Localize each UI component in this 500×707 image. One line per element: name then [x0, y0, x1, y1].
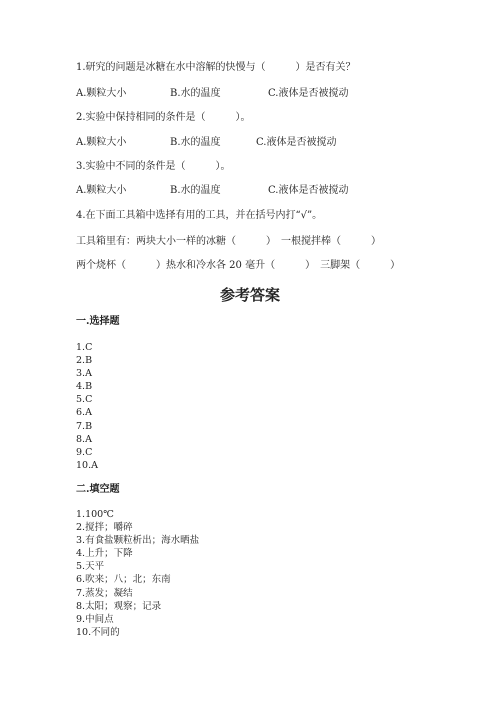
question-2-option-a: A.颗粒大小 — [76, 137, 127, 148]
list-item: 6.吹来；八；北；东南 — [76, 574, 171, 586]
question-2-option-b: B.水的温度 — [170, 137, 221, 148]
question-1-option-b: B.水的温度 — [170, 88, 221, 99]
list-item: 3.A — [76, 368, 92, 380]
section-fill-heading: 二.填空题 — [76, 484, 120, 495]
answers-title: 参考答案 — [219, 286, 280, 304]
list-item: 9.C — [76, 446, 93, 458]
list-item: 5.C — [76, 394, 93, 406]
list-item: 7.蒸发；凝结 — [76, 587, 133, 599]
list-item: 1.100℃ — [76, 509, 114, 520]
question-1-option-c: C.液体是否被搅动 — [268, 88, 349, 99]
question-1-option-a: A.颗粒大小 — [76, 88, 127, 99]
fill-answer-list — [76, 508, 199, 639]
section-choice-heading: 一.选择题 — [76, 316, 120, 327]
question-3-option-c: C.液体是否被搅动 — [268, 185, 349, 196]
question-3-option-a: A.颗粒大小 — [76, 185, 127, 196]
question-4-toolbox-line-2: 两个烧杯（ ）热水和冷水各 20 毫升（ ） 三脚架（ ） — [76, 260, 401, 271]
choice-answer-list — [76, 341, 98, 472]
list-item: 10.不同的 — [76, 626, 120, 638]
list-item: 2.B — [76, 355, 93, 367]
list-item: 1.C — [76, 342, 93, 353]
question-3-option-b: B.水的温度 — [170, 185, 221, 196]
list-item: 8.A — [76, 433, 92, 445]
question-4-text: 4.在下面工具箱中选择有用的工具，并在括号内打“√”。 — [76, 210, 323, 221]
list-item: 9.中间点 — [76, 613, 114, 625]
list-item: 4.B — [76, 381, 93, 393]
list-item: 6.A — [76, 407, 92, 419]
list-item: 7.B — [76, 420, 93, 432]
question-2-option-c: C.液体是否被搅动 — [256, 137, 337, 148]
list-item: 2.搅拌；嚼碎 — [76, 522, 133, 534]
question-1-text: 1.研究的问题是冰糖在水中溶解的快慢与（ ）是否有关？ — [76, 62, 356, 73]
list-item: 3.有食盐颗粒析出；海水晒盐 — [76, 535, 200, 547]
question-3-text: 3.实验中不同的条件是（ ）。 — [76, 161, 231, 172]
list-item: 5.天平 — [76, 561, 105, 573]
list-item: 10.A — [76, 459, 98, 471]
list-item: 4.上升；下降 — [76, 548, 133, 560]
list-item: 8.太阳；观察；记录 — [76, 600, 162, 612]
question-2-text: 2.实验中保持相同的条件是（ ）。 — [76, 112, 251, 123]
question-4-toolbox-line-1: 工具箱里有：两块大小一样的冰糖（ ） 一根搅拌棒（ ） — [76, 236, 381, 247]
